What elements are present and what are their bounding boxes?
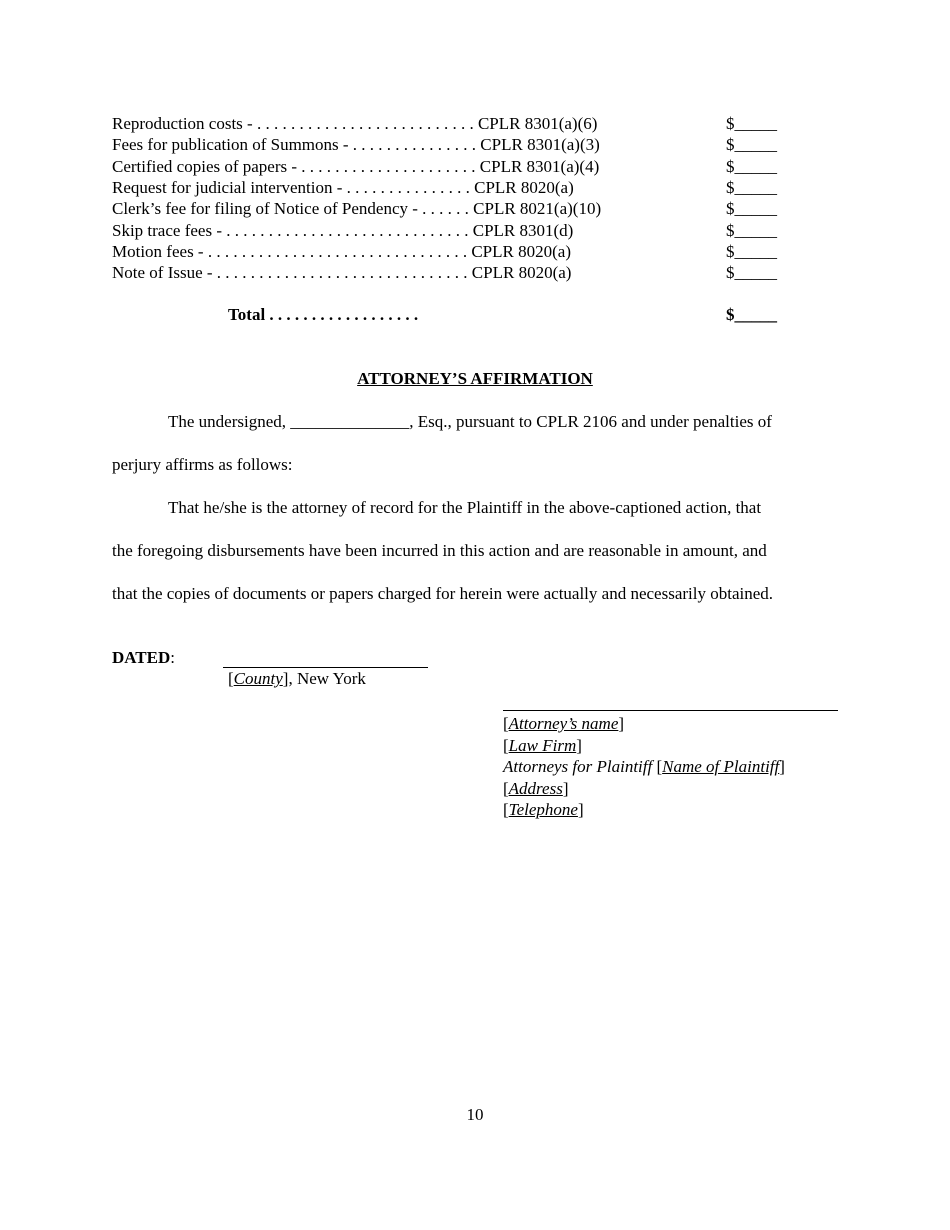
fee-row-certified-copies <box>112 157 812 178</box>
paragraph-line: that the copies of documents or papers charged for herein were actually and necessarily obtained. <box>112 584 774 603</box>
dated-label <box>112 649 175 666</box>
attorney-signature-line <box>503 710 838 711</box>
law-firm: Law Firm <box>508 735 577 755</box>
fee-label: Certified copies of papers - . . . . . . . . . . . . . . . . . . . . . CPLR 8301(a)(4) <box>112 156 600 176</box>
date-signature-line <box>223 667 428 668</box>
fee-amount: $_____ <box>726 177 777 197</box>
paragraph-line: The undersigned, ______________, Esq., pursuant to CPLR 2106 and under penalties of <box>168 412 772 431</box>
fee-amount: $_____ <box>726 199 777 219</box>
fee-row-notice-pendency <box>112 199 812 220</box>
county-placeholder: County <box>233 669 283 688</box>
county-suffix: , New York <box>288 669 366 688</box>
page-number: 10 <box>466 1105 484 1124</box>
telephone-line: [Telephone] <box>503 800 584 820</box>
fee-label: Clerk’s fee for filing of Notice of Pendency - . . . . . . CPLR 8021(a)(10) <box>112 199 602 219</box>
fee-label: Reproduction costs - . . . . . . . . . . . . . . . . . . . . . . . . . . CPLR 8301(a)(6) <box>112 114 598 133</box>
fee-amount: $_____ <box>726 114 777 133</box>
law-firm-line: [Law Firm] <box>503 735 582 755</box>
fee-amount: $_____ <box>726 156 777 176</box>
address: Address <box>508 778 563 798</box>
fee-row-skip-trace <box>112 221 812 242</box>
signature-block <box>503 713 785 821</box>
telephone: Telephone <box>508 800 578 820</box>
paragraph-line: That he/she is the attorney of record for the Plaintiff in the above-captioned action, that <box>168 498 762 517</box>
fee-amount: $_____ <box>726 241 777 261</box>
fee-amount: $_____ <box>726 220 777 240</box>
fee-row-note-of-issue <box>112 263 812 284</box>
total-amount: $_____ <box>726 305 777 324</box>
fee-row-reproduction <box>112 114 812 135</box>
paragraph-line: the foregoing disbursements have been incurred in this action and are reasonable in amount, and <box>112 541 767 560</box>
address-line: [Address] <box>503 778 569 798</box>
attorney-name-line: [Attorney’s name] <box>503 714 625 733</box>
dated-text: DATED <box>112 648 171 667</box>
attorneys-for: Attorneys for Plaintiff <box>503 757 653 777</box>
fee-label: Fees for publication of Summons - . . . . . . . . . . . . . . . CPLR 8301(a)(3) <box>112 135 600 155</box>
fee-row-rji <box>112 178 812 199</box>
attorney-name: Attorney’s name <box>508 714 619 733</box>
fee-row-publication <box>112 135 812 156</box>
county-line: [County], New York <box>228 669 366 688</box>
fee-row-motion <box>112 242 812 263</box>
fee-label: Note of Issue - . . . . . . . . . . . . . . . . . . . . . . . . . . . . . . CPLR 8020(a) <box>112 263 572 283</box>
fee-amount: $_____ <box>726 263 777 283</box>
fee-label: Request for judicial intervention - . . . . . . . . . . . . . . . CPLR 8020(a) <box>112 177 574 197</box>
total-label: Total . . . . . . . . . . . . . . . . . . <box>228 305 419 324</box>
paragraph-line: perjury affirms as follows: <box>112 455 293 474</box>
fee-label: Motion fees - . . . . . . . . . . . . . . . . . . . . . . . . . . . . . . . CPLR 8020(a) <box>112 241 571 261</box>
fee-amount: $_____ <box>726 135 777 155</box>
dated-colon: : <box>170 648 175 667</box>
attorneys-for-line: Attorneys for Plaintiff [Name of Plaintiff] <box>503 757 785 777</box>
plaintiff-name: Name of Plaintiff <box>662 757 780 777</box>
section-heading: ATTORNEY’S AFFIRMATION <box>357 369 593 388</box>
fee-label: Skip trace fees - . . . . . . . . . . . . . . . . . . . . . . . . . . . . . CPLR 8301(d) <box>112 220 574 240</box>
